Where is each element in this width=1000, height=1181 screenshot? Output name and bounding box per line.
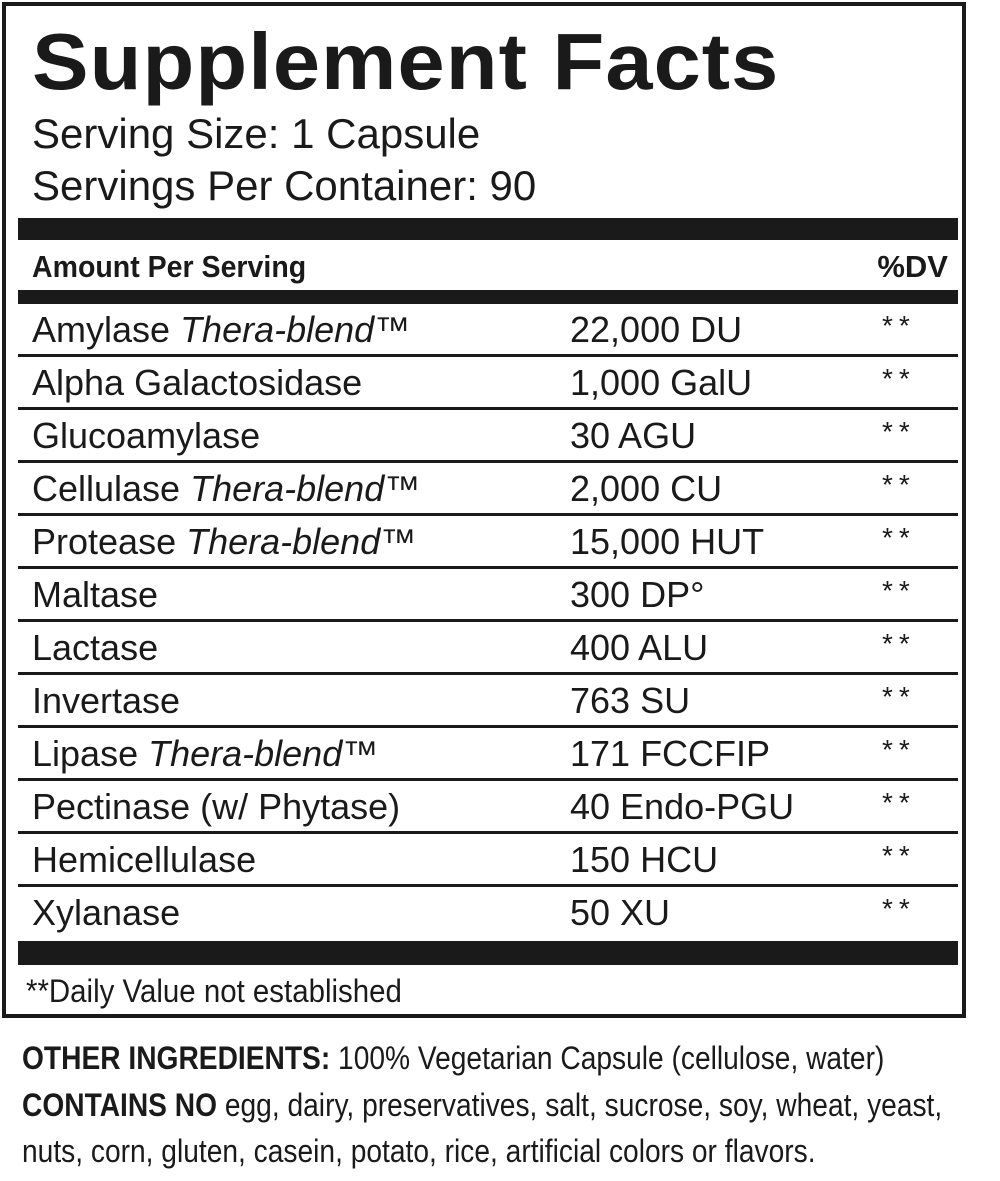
ingredient-name	[32, 891, 180, 935]
ingredient-amount: 1,000 GalU	[570, 362, 753, 403]
ingredient-amount: 400 ALU	[570, 627, 709, 668]
ingredient-dv: **	[882, 575, 916, 606]
contains-no-line-1	[22, 1083, 943, 1127]
blend-suffix: Thera-blend™	[180, 309, 411, 350]
ingredient-name	[32, 361, 362, 405]
ingredient-dv: **	[882, 416, 916, 447]
ingredient-dv: **	[882, 469, 916, 500]
ingredient-name	[32, 308, 410, 352]
table-row	[18, 463, 958, 516]
ingredient-name	[32, 520, 416, 564]
ingredient-dv: **	[882, 628, 916, 659]
ingredient-dv: **	[882, 681, 916, 712]
ingredient-name-text: Invertase	[32, 680, 181, 721]
ingredient-name	[32, 573, 158, 617]
ingredient-name-text: Protease	[32, 521, 177, 562]
table-row	[18, 516, 958, 569]
ingredient-name-text: Pectinase (w/ Phytase)	[32, 786, 401, 827]
panel-title: Supplement Facts	[32, 17, 780, 106]
contains-no-line-2	[22, 1129, 884, 1173]
serving-size: Serving Size: 1 Capsule	[32, 110, 481, 157]
ingredient-name-text: Lactase	[32, 627, 159, 668]
blend-suffix: Thera-blend™	[190, 468, 421, 509]
blend-suffix: Thera-blend™	[148, 733, 379, 774]
footnote: **Daily Value not established	[26, 973, 402, 1009]
ingredient-name	[32, 732, 378, 776]
ingredient-amount: 22,000 DU	[570, 309, 743, 350]
blend-suffix: Thera-blend™	[186, 521, 417, 562]
ingredient-name	[32, 626, 158, 670]
table-row	[18, 569, 958, 622]
table-row	[18, 834, 958, 887]
table-row	[18, 357, 958, 410]
table-row	[18, 728, 958, 781]
ingredient-amount: 50 XU	[570, 892, 671, 933]
ingredient-amount: 171 FCCFIP	[570, 733, 771, 774]
ingredient-name	[32, 414, 260, 458]
ingredient-name-text: Glucoamylase	[32, 415, 261, 456]
table-row	[18, 304, 958, 357]
ingredient-table	[18, 304, 958, 941]
ingredient-name-text: Maltase	[32, 574, 159, 615]
ingredient-name-text: Amylase	[32, 309, 171, 350]
ingredient-amount: 300 DP°	[570, 574, 705, 615]
ingredient-amount: 763 SU	[570, 680, 691, 721]
ingredient-dv: **	[882, 893, 916, 924]
ingredient-name	[32, 679, 180, 723]
ingredient-dv: **	[882, 522, 916, 553]
ingredient-amount: 30 AGU	[570, 415, 697, 456]
other-ingredients-text: 100% Vegetarian Capsule (cellulose, water)	[338, 1040, 885, 1076]
ingredient-dv: **	[882, 734, 916, 765]
divider-bar-top	[18, 218, 958, 240]
ingredient-amount: 2,000 CU	[570, 468, 723, 509]
supplement-facts-panel	[2, 2, 966, 1018]
servings-per-container: Servings Per Container: 90	[32, 162, 537, 209]
divider-bar-header	[18, 290, 958, 304]
ingredient-dv: **	[882, 840, 916, 871]
ingredient-dv: **	[882, 363, 916, 394]
ingredient-name-text: Hemicellulase	[32, 839, 257, 880]
table-row	[18, 675, 958, 728]
dv-header: %DV	[877, 249, 948, 284]
ingredient-amount: 15,000 HUT	[570, 521, 765, 562]
divider-bar-bottom	[18, 941, 958, 965]
ingredient-name	[32, 838, 256, 882]
table-row	[18, 781, 958, 834]
ingredient-amount: 150 HCU	[570, 839, 719, 880]
ingredient-name	[32, 467, 420, 511]
amount-per-serving-header: Amount Per Serving	[32, 249, 307, 284]
table-row	[18, 410, 958, 463]
ingredient-dv: **	[882, 310, 916, 341]
ingredient-name	[32, 785, 400, 829]
ingredient-name-text: Cellulase	[32, 468, 181, 509]
ingredient-name-text: Lipase	[32, 733, 139, 774]
other-ingredients	[22, 1036, 884, 1080]
ingredient-name-text: Alpha Galactosidase	[32, 362, 363, 403]
ingredient-name-text: Xylanase	[32, 892, 181, 933]
contains-no-text-2: nuts, corn, gluten, casein, potato, rice, artificial colors or flavors.	[22, 1133, 816, 1169]
ingredient-amount: 40 Endo-PGU	[570, 786, 795, 827]
other-ingredients-label: OTHER INGREDIENTS:	[22, 1040, 331, 1076]
contains-no-label: CONTAINS NO	[22, 1087, 218, 1123]
contains-no-text-1: egg, dairy, preservatives, salt, sucrose, soy, wheat, yeast,	[224, 1087, 943, 1123]
table-row	[18, 887, 958, 940]
ingredient-dv: **	[882, 787, 916, 818]
table-row	[18, 622, 958, 675]
